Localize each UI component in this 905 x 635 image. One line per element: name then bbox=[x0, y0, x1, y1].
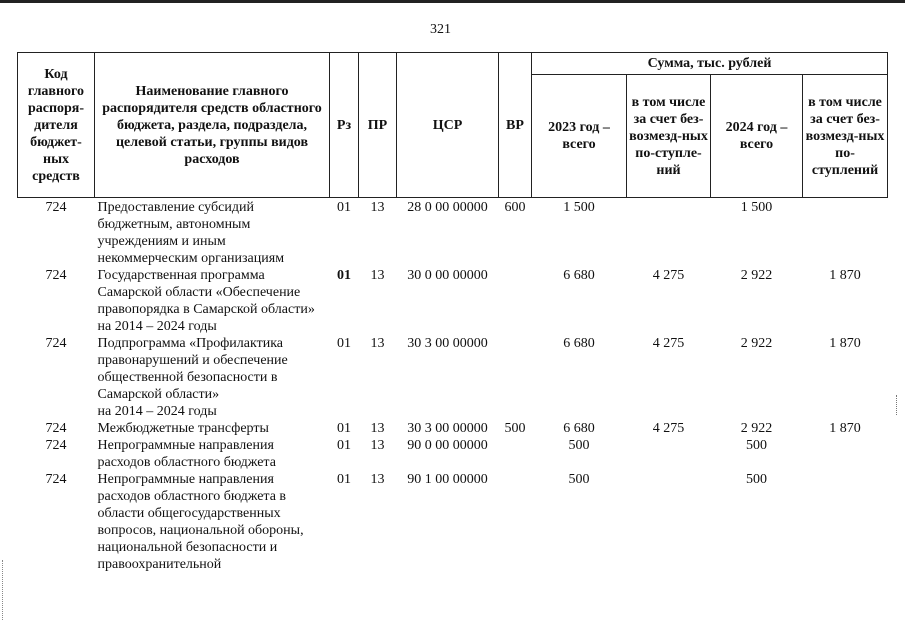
col-header-2024-free: в том числе за счет без-возмезд-ных по-ступлений bbox=[803, 75, 888, 198]
cell-2023-total: 6 680 bbox=[563, 268, 595, 283]
cell-2023-free bbox=[627, 471, 711, 573]
cell-2024-total: 2 922 bbox=[740, 421, 773, 436]
cell-name: Подпрограмма «Профилактика правонарушений и обеспечение общественной безопасности в Самарской области» на 2014 – 2024 годы bbox=[97, 336, 288, 419]
col-header-code: Код главного распоря-дителя бюджет-ных средств bbox=[18, 53, 95, 198]
cell-2023-total: 500 bbox=[568, 438, 590, 453]
cell-2024-free: 1 870 bbox=[829, 421, 861, 436]
cell-2024-total: 2 922 bbox=[740, 336, 773, 351]
cell-2024-total: 2 922 bbox=[740, 268, 773, 283]
col-header-vr: ВР bbox=[499, 53, 532, 198]
cell-name: Непрограммные направления расходов областного бюджета в области общегосударственных вопросов, национальной обороны, национальной безопасности и правоохранительной bbox=[97, 472, 304, 572]
cell-2023-free bbox=[627, 198, 711, 268]
scan-mark bbox=[2, 560, 6, 620]
cell-2023-free: 4 275 bbox=[652, 336, 685, 351]
col-header-rz: Рз bbox=[330, 53, 359, 198]
table-row bbox=[18, 420, 888, 437]
cell-vr: 500 bbox=[504, 421, 526, 436]
cell-2024-total: 500 bbox=[746, 472, 767, 487]
cell-rz: 01 bbox=[337, 200, 351, 215]
cell-name: Непрограммные направления расходов областного бюджета bbox=[97, 438, 276, 470]
cell-pr: 13 bbox=[370, 336, 385, 351]
cell-code: 724 bbox=[45, 438, 67, 453]
cell-pr: 13 bbox=[370, 472, 385, 487]
cell-2023-free bbox=[627, 437, 711, 471]
cell-2023-free: 4 275 bbox=[652, 421, 685, 436]
cell-code: 724 bbox=[45, 268, 67, 283]
cell-2024-total: 500 bbox=[746, 438, 767, 453]
cell-vr bbox=[499, 471, 532, 573]
budget-table bbox=[17, 52, 888, 573]
table-row bbox=[18, 198, 888, 268]
col-header-name: Наименование главного распорядителя средств областного бюджета, раздела, подраздела, целевой статьи, группы видов расходов bbox=[95, 53, 330, 198]
cell-csr: 28 0 00 00000 bbox=[407, 200, 488, 215]
header-row-1 bbox=[18, 53, 888, 75]
cell-vr bbox=[499, 437, 532, 471]
cell-pr: 13 bbox=[370, 438, 385, 453]
cell-code: 724 bbox=[45, 336, 67, 351]
cell-2023-total: 500 bbox=[568, 472, 590, 487]
cell-2024-free bbox=[803, 437, 888, 471]
cell-2024-total: 1 500 bbox=[740, 200, 773, 215]
cell-pr: 13 bbox=[370, 421, 385, 436]
cell-2023-total: 6 680 bbox=[563, 421, 595, 436]
cell-rz: 01 bbox=[337, 472, 351, 487]
cell-rz: 01 bbox=[337, 438, 351, 453]
page-number: 321 bbox=[430, 22, 451, 37]
cell-2024-free bbox=[803, 471, 888, 573]
cell-name: Межбюджетные трансферты bbox=[97, 421, 269, 436]
top-rule bbox=[0, 0, 905, 3]
cell-csr: 90 0 00 00000 bbox=[407, 438, 488, 453]
cell-pr: 13 bbox=[370, 268, 385, 283]
cell-csr: 30 3 00 00000 bbox=[407, 421, 488, 436]
cell-rz: 01 bbox=[337, 336, 351, 351]
col-header-csr: ЦСР bbox=[397, 53, 499, 198]
table-row bbox=[18, 437, 888, 471]
cell-code: 724 bbox=[45, 421, 67, 436]
cell-csr: 30 0 00 00000 bbox=[407, 268, 488, 283]
table-row bbox=[18, 471, 888, 573]
table-row bbox=[18, 335, 888, 420]
cell-vr bbox=[499, 335, 532, 420]
cell-rz: 01 bbox=[337, 421, 351, 436]
cell-code: 724 bbox=[45, 200, 67, 215]
cell-csr: 90 1 00 00000 bbox=[407, 472, 488, 487]
cell-pr: 13 bbox=[370, 200, 385, 215]
table-row bbox=[18, 267, 888, 335]
cell-code: 724 bbox=[45, 472, 67, 487]
col-header-pr: ПР bbox=[359, 53, 397, 198]
cell-2023-free: 4 275 bbox=[652, 268, 685, 283]
cell-2024-free: 1 870 bbox=[829, 268, 861, 283]
cell-name: Предоставление субсидий бюджетным, автономным учреждениям и иным некоммерческим организациям bbox=[97, 200, 285, 266]
cell-vr: 600 bbox=[504, 200, 526, 215]
cell-2024-free bbox=[803, 198, 888, 268]
cell-2023-total: 1 500 bbox=[563, 200, 595, 215]
col-header-2024-total: 2024 год – всего bbox=[711, 75, 803, 198]
cell-vr bbox=[499, 267, 532, 335]
cell-csr: 30 3 00 00000 bbox=[407, 336, 488, 351]
cell-rz: 01 bbox=[337, 268, 351, 283]
cell-2023-total: 6 680 bbox=[563, 336, 595, 351]
cell-2024-free: 1 870 bbox=[829, 336, 861, 351]
scan-mark bbox=[896, 395, 901, 415]
col-header-2023-total: 2023 год – всего bbox=[532, 75, 627, 198]
cell-name: Государственная программа Самарской области «Обеспечение правопорядка в Самарской области» на 2014 – 2024 годы bbox=[97, 268, 315, 334]
col-header-sum-group: Сумма, тыс. рублей bbox=[532, 53, 888, 75]
col-header-2023-free: в том числе за счет без-возмезд-ных по-ступле-ний bbox=[627, 75, 711, 198]
